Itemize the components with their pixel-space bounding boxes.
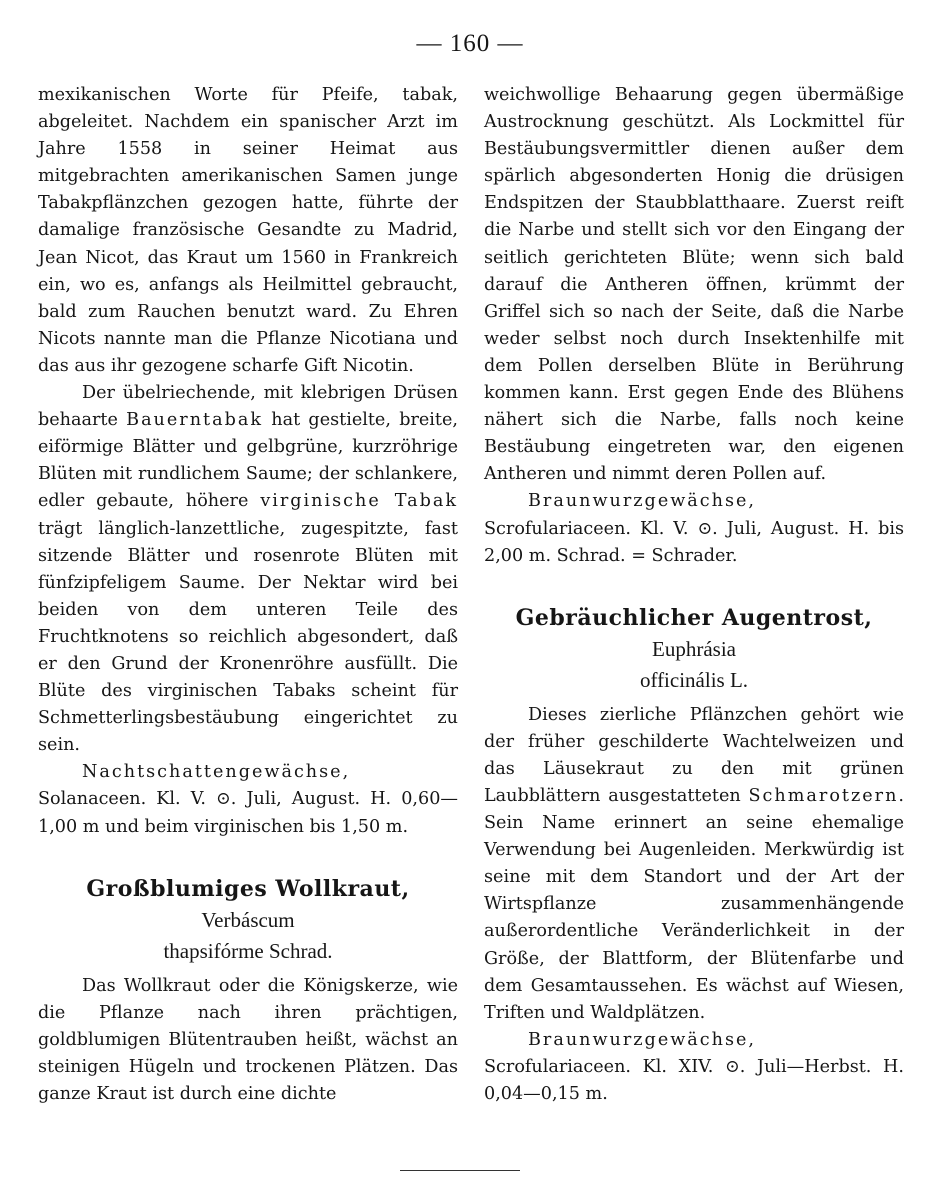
page-number: — 160 —	[416, 30, 524, 57]
heading-latin: Euphrásia	[652, 636, 736, 661]
heading-latin: thapsifórme Schrad.	[163, 938, 333, 963]
term-braunwurzgewaechse: Braunwurzgewächse	[528, 1029, 749, 1050]
term-bauerntabak: Bauerntabak	[126, 410, 264, 431]
paragraph-tobacco-origin: mexikanischen Worte für Pfeife, tabak, abgeleitet. Nachdem ein spanischer Arzt im Jahre 1558 in seiner Heimat aus mitgebrachten amerikanischen Samen junge Tabakpflänzchen gezogen hatte, führte der damalige französische Gesandte zu Madrid, Jean Nicot, das Kraut um 1560 in Frankreich ein, wo es, anfangs als Heilmittel gebraucht, bald zum Rauchen benutzt ward. Zu Ehren Nicots nannte man die Pflanze Nicotiana und das aus ihr gezogene scharfe Gift Nicotin.	[38, 85, 458, 376]
term-nachtschattengewaechse: Nachtschattengewächse	[82, 762, 343, 783]
paragraph-augentrost-description	[484, 702, 904, 1027]
heading-wollkraut	[38, 874, 458, 967]
paragraph-wollkraut-intro: Das Wollkraut oder die Königskerze, wie die Pflanze nach ihren prächtigen, goldblumigen Blütentrauben heißt, wächst an steinigen Hügeln und trockenen Plätzen. Das ganze Kraut ist durch eine dichte	[38, 975, 458, 1104]
right-column	[484, 82, 904, 1108]
left-column	[38, 82, 458, 1108]
paragraph-wollkraut-classification	[484, 488, 904, 569]
text-run: hat gestielte, breite, eiförmige Blätter und gelbgrüne, kurzröhrige Blüten mit rundlichem Saume; der schlankere, edler gebaute, höhere	[38, 410, 458, 512]
heading-title: Großblumiges Wollkraut,	[86, 875, 410, 902]
text-run: trägt länglich-lanzettliche, zugespitzte, fast sitzende Blätter und rosenrote Blüten mit fünfzipfeligem Saume. Der Nektar wird bei beiden von dem unteren Teile des Fruchtknotens so reichlich abgesondert, daß er den Grund der Kronenröhre ausfüllt. Die Blüte des virginischen Tabaks scheint für Schmetterlingsbestäubung eingerichtet zu sein.	[38, 518, 458, 756]
term-virginischer-tabak: virginische Tabak	[260, 491, 458, 512]
heading-title: Gebräuchlicher Augentrost,	[515, 604, 873, 631]
term-schmarotzern: Schmarotzern	[748, 785, 899, 806]
text-run: , Solanaceen. Kl. V. ⊙. Juli, August. H. 0,60—1,00 m und beim virginischen bis 1,50 m.	[38, 762, 458, 837]
paragraph-tobacco-classification	[38, 759, 458, 840]
text-run: . Sein Name erinnert an seine ehemalige Verwendung bei Augenleiden. Merkwürdig ist seine mit dem Standort und der Art der Wirtspflanze zusammenhängende außerordentliche Veränderlichkeit in der Größe, der Blattform, der Blütenfarbe und dem Gesamtaussehen. Es wächst auf Wiesen, Triften und Waldplätzen.	[484, 785, 904, 1023]
paragraph-wollkraut-pollination: weichwollige Behaarung gegen übermäßige Austrocknung geschützt. Als Lockmittel für Bestäubungsvermittler dienen außer dem spärlich abgesonderten Honig die drüsigen Endspitzen der Staubblatthaare. Zuerst reift die Narbe und stellt sich vor den Eingang der seitlich gerichteten Blüte; wenn sich bald darauf die Antheren öffnen, krümmt der Griffel sich so nach der Seite, daß die Narbe weder selbst noch durch Insektenhilfe mit dem Pollen derselben Blüte in Berührung kommen kann. Erst gegen Ende des Blühens nähert sich die Narbe, falls noch keine Bestäubung eingetreten war, den eigenen Antheren und nimmt deren Pollen auf.	[484, 85, 904, 485]
paragraph-tobacco-description	[38, 380, 458, 759]
bottom-rule	[400, 1170, 520, 1171]
text-run: , Scrofulariaceen. Kl. V. ⊙. Juli, August. H. bis 2,00 m. Schrad. = Schrader.	[484, 491, 904, 566]
heading-latin: Verbáscum	[201, 907, 295, 932]
heading-latin: officinális L.	[639, 667, 749, 692]
text-run: Der übelriechende, mit klebrigen Drüsen behaarte	[38, 383, 458, 431]
heading-augentrost	[484, 603, 904, 696]
paragraph-augentrost-classification	[484, 1027, 904, 1108]
term-braunwurzgewaechse: Braunwurzgewächse	[528, 491, 749, 512]
text-run: Dieses zierliche Pflänzchen gehört wie der früher geschilderte Wachtelweizen und das Läusekraut zu den mit grünen Laubblättern ausgestatteten	[484, 704, 904, 806]
text-run: , Scrofulariaceen. Kl. XIV. ⊙. Juli—Herbst. H. 0,04—0,15 m.	[484, 1029, 904, 1104]
